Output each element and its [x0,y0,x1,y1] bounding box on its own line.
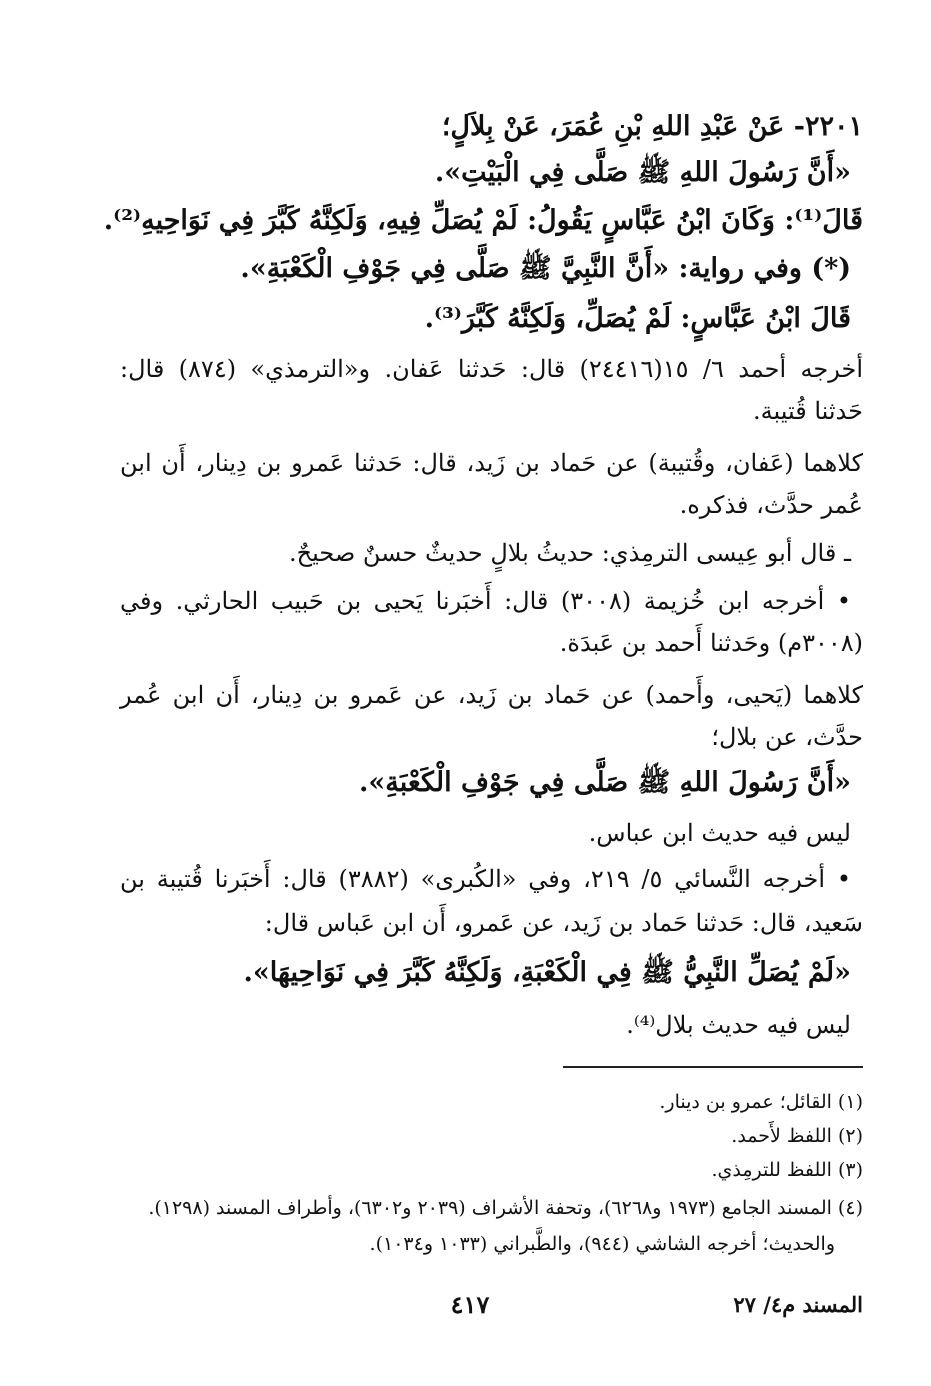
quote-ibn-abbas-kaaba: «لَمْ يُصَلِّ النَّبِيُّ ﷺ فِي الْكَعْبَةِ، وَلَكِنَّهُ كَبَّرَ فِي نَوَاحِيهَا». [243,957,851,988]
takhrij-nasai-line2: سَعيد، قال: حَدثنا حَماد بن زَيد، عن عَمرو، أَن ابن عَباس قال: [264,909,863,937]
footnote-1: (١) القائل؛ عمرو بن دينار. [659,1091,863,1113]
takhrij-yahya-ahmad-line2: حدَّث، عن بلال؛ [711,723,863,751]
hadith-variant-narration: (*) وفي رواية: «أَنَّ النَّبِيَّ ﷺ صَلَّى فِي جَوْفِ الْكَعْبَةِ». [240,253,851,284]
page-number: ٤١٧ [450,1290,490,1319]
note-no-ibn-abbas: ليس فيه حديث ابن عباس. [588,819,851,847]
takhrij-ahmad-line2: حَدثنا قُتيبة. [753,397,863,425]
takhrij-ahmad-line1: أخرجه أحمد ٦/ ١٥(٢٤٤١٦) قال: حَدثنا عَفان. و«الترمذي» (٨٧٤) قال: [120,355,863,383]
note-no-bilal: ليس فيه حديث بلال⁽⁴⁾. [626,1011,851,1039]
takhrij-ibn-khuzayma-line1: • أخرجه ابن خُزيمة (٣٠٠٨) قال: أَخبَرنا يَحيى بن حَبيب الحارثي. وفي [120,587,851,615]
takhrij-nasai-line1: • أخرجه النَّسائي ٥/ ٢١٩، وفي «الكُبرى» (٣٨٨٢) قال: أَخبَرنا قُتيبة بن [120,865,852,893]
footnote-divider [563,1066,863,1068]
hadith-variant-ibn-abbas: قَالَ ابْنُ عَبَّاسٍ: لَمْ يُصَلِّ، وَلَكِنَّهُ كَبَّرَ⁽³⁾. [424,303,851,334]
quote-prayer-in-kaaba: «أَنَّ رَسُولَ اللهِ ﷺ صَلَّى فِي جَوْفِ الْكَعْبَةِ». [359,767,851,798]
footnote-2: (٢) اللفظ لأَحمد. [731,1125,863,1147]
takhrij-yahya-ahmad-line1: كلاهما (يَحيى، وأَحمد) عن حَماد بن زَيد، عن عَمرو بن دِينار، أَن ابن عُمر [120,681,863,709]
tirmidhi-grading: ـ قال أبو عِيسى الترمِذي: حديثُ بلالٍ حديثٌ حسنٌ صحيحٌ. [289,539,851,567]
takhrij-both-line2: عُمر حدَّث، فذكره. [679,491,863,519]
footnote-4-line1: (٤) المسند الجامع (١٩٧٣ و٦٢٦٨)، وتحفة الأشراف (٢٠٣٩ و٦٣٠٢)، وأطراف المسند (١٢٩٨). [148,1197,863,1219]
takhrij-both-line1: كلاهما (عَفان، وقُتيبة) عن حَماد بن زَيد، قال: حَدثنا عَمرو بن دِينار، أَن ابن [120,449,863,477]
footnote-4-line2: والحديث؛ أخرجه الشاشي (٩٤٤)، والطَّبراني (١٠٣٣ و١٠٣٤). [369,1233,835,1255]
hadith-isnad: ٢٢٠١- عَنْ عَبْدِ اللهِ بْنِ عُمَرَ، عَنْ بِلاَلٍ؛ [441,111,863,142]
hadith-ibn-abbas-statement: قَالَ⁽¹⁾: وَكَانَ ابْنُ عَبَّاسٍ يَقُولُ: لَمْ يُصَلِّ فِيهِ، وَلَكِنَّهُ كَبَّرَ فِي نَوَاحِيهِ⁽²⁾. [103,205,863,236]
takhrij-ibn-khuzayma-line2: (٣٠٠٨م) وحَدثنا أَحمد بن عَبدَة. [559,629,863,657]
volume-signature: المسند م٤/ ٢٧ [733,1292,863,1317]
hadith-matn: «أَنَّ رَسُولَ اللهِ ﷺ صَلَّى فِي الْبَيْتِ». [434,157,851,188]
footnote-3: (٣) اللفظ للترمِذي. [711,1159,863,1181]
